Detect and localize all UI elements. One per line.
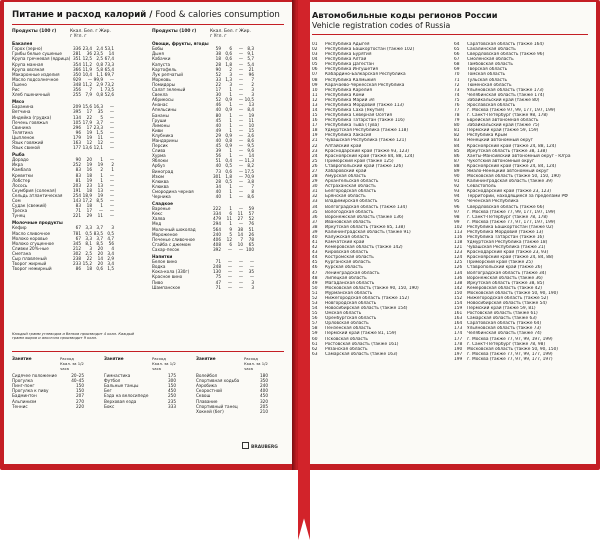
food-row: Камбала 83 16 2 1 — [12, 167, 114, 173]
region-column-1 — [312, 42, 448, 357]
region-row: 75 Забайкальский край (также 80) — [454, 97, 540, 103]
food-row: Салат зеленый 17 1 — 3 — [152, 87, 254, 93]
region-row: 40 Калужская область — [312, 234, 370, 240]
region-row: 91 Калининградская область (также 39) — [454, 179, 553, 185]
section-heading: Бакалея — [12, 41, 33, 47]
region-row: 06 Республика Ингушетия — [312, 67, 379, 73]
food-row: Телятина 96 19 1,5 — — [12, 129, 114, 135]
section-heading: Сладкое — [152, 201, 173, 207]
food-row: Груши 45 1 — 11 — [152, 117, 254, 123]
food-row: Судак (свежий) 83 18 1 — — [12, 203, 114, 209]
region-row: 71 Тульская область — [454, 77, 508, 83]
region-row: 199 г. Москва (также 77, 97, 99, 177, 197) — [454, 356, 553, 362]
region-row: 47 Ленинградская область — [312, 270, 380, 276]
region-row: 113 Республика Мордовия (также 13) — [454, 229, 544, 235]
food-column-1 — [12, 29, 114, 271]
food-row: Клубника 29 0,9 — 3,6 — [152, 132, 254, 138]
region-row: 54 Новосибирская область (также 154) — [312, 306, 408, 312]
region-row: 21 Чувашская Республика (также 121) — [312, 138, 407, 144]
food-row: Тунец 221 29 11 — — [12, 213, 114, 219]
food-row: Апельсины 40 0,9 — 8,4 — [152, 107, 254, 113]
region-row: 152 Нижегородская область (также 52) — [454, 295, 549, 301]
region-row: 82 Республика Крым — [454, 133, 508, 139]
region-row: 136 Воронежская область (также 36) — [454, 275, 543, 281]
region-row: 39 Калининградская область (также 91) — [312, 229, 411, 235]
food-row: Пиво 47 — — 3 — [152, 279, 254, 285]
food-row: Лобстер 81 19 1 — — [12, 177, 114, 183]
food-row: Скумбрия (соленая) 191 18 13 — — [12, 187, 114, 193]
section-heading: Молочные продукты — [12, 220, 63, 226]
food-row: Кабачки 18 0,6 — 5,7 — [152, 56, 254, 62]
food-row: Сыр плавленый 238 22 14 2,9 — [12, 256, 114, 262]
bookmark-ribbon[interactable] — [298, 0, 310, 540]
activity-row: Бокс 333 — [104, 403, 176, 409]
region-row: 78 г. Санкт-Петербург (также 98, 178) — [454, 113, 548, 119]
region-row: 79 Еврейская автономная область — [454, 118, 539, 124]
region-row: 35 Вологодская область — [312, 209, 374, 215]
food-row: Красное вино 75 — — — — [152, 274, 254, 280]
food-row: Сельдь атлантическая 254 18,9 19 — — [12, 192, 114, 198]
region-row: 72 Тюменская область — [454, 82, 512, 88]
activity-row: Езда на велосипеде 250 — [104, 393, 176, 399]
region-row: 81 Пермский край (также 59, 159) — [454, 128, 539, 134]
region-row: 01 Республика Адыгея — [312, 42, 370, 47]
region-row: 73 Ульяновская область (также 173) — [454, 87, 544, 93]
logo-icon — [242, 442, 249, 449]
region-row: 60 Псковская область — [312, 336, 368, 342]
region-column-2 — [454, 42, 590, 362]
food-row: Водка 248 — — — — [152, 264, 254, 270]
food-row: Арбуз 40 0,5 — 8,2 — [152, 163, 254, 169]
region-row: 48 Липецкая область — [312, 275, 367, 281]
food-row: Клюква 28 0,5 — 3,8 — [152, 178, 254, 184]
region-row: 177 г. Москва (также 77, 97, 99, 197, 199) — [454, 336, 553, 342]
activity-rule — [12, 351, 284, 352]
region-row: 61 Ростовская область (также 161) — [312, 341, 399, 347]
region-row: 59 Пермский край (также 81, 159) — [312, 331, 397, 337]
region-row: 11 Республика Коми — [312, 92, 365, 98]
region-row: 17 Республика Тыва (Тува) — [312, 123, 379, 129]
region-row: 45 Курганская область — [312, 260, 371, 266]
food-row: Слива 39 1 — 9,6 — [152, 148, 254, 154]
region-row: 66 Свердловская область (также 96) — [454, 52, 545, 58]
region-row: 74 Челябинская область (также 174) — [454, 92, 545, 98]
activity-row: Плавание 320 — [196, 398, 268, 404]
region-row: 24 Красноярский край (также 84, 88, 124) — [312, 153, 415, 159]
food-row: Печень говяжья 105 17,9 3,7 — — [12, 119, 114, 125]
activity-row: Гимнастика 175 — [104, 372, 176, 378]
activity-header: Занятие Расход Ккал. за 1/2 часа — [104, 356, 176, 372]
food-row: Свекла 30 1 — 3 — [152, 92, 254, 98]
food-row: Лимоны 40 1 — 10 — [152, 122, 254, 128]
activity-row: Спортивная ходьба 350 — [196, 377, 268, 383]
region-row: 05 Республика Дагестан — [312, 62, 374, 68]
food-row: Бананы 80 1 — 19 — [152, 112, 254, 118]
region-row: 58 Пензенская область — [312, 326, 372, 332]
region-row: 86 Ханты-Мансийский автономный округ - Югра — [454, 153, 571, 159]
region-row: 70 Томская область — [454, 72, 506, 78]
region-row: 53 Новгородская область — [312, 300, 377, 306]
region-row: 96 Свердловская область (также 66) — [454, 204, 545, 210]
region-row: 159 Пермский край (также 59, 81) — [454, 306, 536, 312]
title-en: Food & calories consumption — [155, 10, 280, 20]
activity-header: Занятие Расход Ккал. за 1/2 часа — [12, 356, 84, 372]
region-row: 13 Республика Мордовия (также 113) — [312, 102, 404, 108]
section-heading: Мясо — [12, 99, 25, 105]
region-row: 07 Кабардино-Балкарская Республика — [312, 72, 406, 78]
column-header: Продукты (100 г) Ккал. Бел. г Жир. г Угл. г — [12, 29, 111, 40]
food-row: Рис 356 7 1 73,5 — [12, 87, 114, 93]
region-row: 29 Архангельская область — [312, 179, 379, 185]
food-row: Халва 479 11 27 52 — [152, 216, 254, 222]
region-row: 63 Самарская область (также 163) — [312, 351, 398, 357]
region-row: 03 Республика Бурятия — [312, 52, 372, 58]
food-row: Киви 49 1 — 15 — [152, 127, 254, 133]
food-row: Ананас 46 1 — 13 — [152, 102, 254, 108]
activity-row: Бальные танцы 150 — [104, 383, 176, 389]
food-row: Дыня 38 0,6 — 9,1 — [152, 51, 254, 57]
region-row: 22 Алтайский край — [312, 143, 362, 149]
region-row: 14 Республика Саха (Якутия) — [312, 108, 385, 114]
food-row: Сом 143 17,2 8,5 — — [12, 198, 114, 203]
food-row: Варенье 222 1 — 59 — [152, 206, 254, 212]
region-row: 23 Краснодарский край (также 93, 123) — [312, 148, 409, 154]
title-ru: Питание и расход калорий — [12, 10, 147, 20]
region-row: 77 г. Москва (также 97, 99, 177, 197, 199) — [454, 108, 556, 114]
food-row: Пшено 348 11,2 2,9 73,2 — [12, 81, 114, 87]
region-row: 56 Оренбургская область — [312, 316, 377, 322]
activity-column-3 — [196, 356, 268, 414]
region-row: 84 Красноярский край (также 24, 88, 124) — [454, 143, 557, 149]
food-row: Морковь 33 1,3 — 7 — [152, 76, 254, 82]
activity-column-2 — [104, 356, 176, 409]
food-row: Грибы белые сушеные 281 36 23,5 14 — [12, 51, 114, 57]
activity-row: Прогулка к пиву 150 — [12, 388, 84, 394]
region-row: 04 Республика Алтай — [312, 57, 367, 63]
food-row: Белое вино 71 — — — — [152, 259, 254, 265]
region-row: 15 Республика Северная Осетия — [312, 113, 392, 119]
food-row: Крупа гречневая (ядрица) 351 12,5 2,5 67,4 — [12, 56, 114, 62]
food-row: Картофель 90 2 — 21 — [152, 66, 254, 72]
food-row: Ветчина 395 17 35 — — [12, 109, 114, 115]
activity-row: Пинг-понг 150 — [12, 383, 84, 389]
region-row: 19 Республика Хакасия — [312, 133, 372, 139]
region-row: 57 Орловская область — [312, 321, 369, 327]
food-row: Помидоры 22 3 — 2 — [152, 81, 254, 87]
food-row: Клюква 34 1 — 7 — [152, 183, 254, 189]
activity-row: Аэробика 240 — [196, 383, 268, 389]
region-row: 164 Саратовская область (также 64) — [454, 321, 542, 327]
activity-row: Прогулка 40–45 — [12, 377, 84, 383]
region-row: 27 Хабаровский край — [312, 168, 367, 174]
food-row: Язык говяжий 163 12 12 — — [12, 139, 114, 145]
food-row: Треска 71 17 — — — [12, 208, 114, 214]
region-row: 95 Чеченская Республика — [454, 199, 519, 205]
page-title: Питание и расход калорий / Food & calories consumption — [12, 10, 280, 20]
food-row: Капуста 28 1,8 — 5,4 — [152, 61, 254, 67]
activity-row: Футбол 300 — [104, 377, 176, 383]
food-row: Макаронные изделия 350 10,4 1,1 69,7 — [12, 71, 114, 77]
food-row: Сгайба с джемом 408 6 10 65 — [152, 241, 254, 247]
activity-row: Бег 450 — [104, 388, 176, 394]
region-row: 125 Приморский край (также 25) — [454, 260, 533, 266]
region-row: 126 Ставропольский край (также 26) — [454, 265, 543, 271]
region-row: 30 Астраханская область — [312, 184, 376, 190]
activity-header: Занятие Расход Ккал. за 1/2 часа — [196, 356, 268, 372]
food-row: Масло сливочное 781 0,5 83,5 0,5 — [12, 230, 114, 236]
food-row: Изюм 301 1,8 — 70,9 — [152, 173, 254, 179]
region-row: 28 Амурская область — [312, 174, 367, 180]
column-header: Продукты (100 г) Ккал. Бел. г Жир. г Угл. г — [152, 29, 251, 40]
region-row: 69 Тверская область — [454, 67, 508, 73]
region-row: 76 Ярославская область — [454, 102, 516, 108]
food-row: Творог нежирный 86 18 0,6 1,5 — [12, 266, 114, 272]
activity-row: Хоккей (бег) 210 — [196, 409, 268, 415]
title-rule — [12, 24, 284, 25]
food-row: Хурма 56 1 — 14 — [152, 153, 254, 159]
region-row: 31 Белгородская область — [312, 189, 377, 195]
page-subtitle: Vehicle registration codes of Russia — [312, 21, 451, 30]
region-row: 42 Кемеровская область (также 142) — [312, 245, 403, 251]
food-row: Масло подсолнечное 929 — 99,9 — — [12, 76, 114, 82]
region-row: 80 Забайкальский край (также 75) — [454, 123, 540, 129]
food-row: Виноград 73 0,6 — 17,5 — [152, 168, 254, 174]
food-row: Печенье сливочное 406 12 7 78 — [152, 236, 254, 242]
food-row: Индейка (грудка) 134 22 5 — — [12, 114, 114, 120]
region-row: 02 Республика Башкортостан (также 102) — [312, 47, 415, 53]
section-heading: Рыба — [12, 152, 25, 158]
region-row: 16 Республика Татарстан (также 116) — [312, 118, 405, 124]
region-row: 124 Красноярский край (также 24, 84, 88) — [454, 255, 554, 261]
food-row: Дорадо 90 20 1 — — [12, 157, 114, 163]
food-row: Яблоки 51 0,4 — 11,3 — [152, 158, 254, 164]
activity-row: Скоростной 400 — [196, 388, 268, 394]
right-page — [304, 2, 596, 464]
region-row: 10 Республика Карелия — [312, 87, 372, 93]
region-row: 150 Московская область (также 50, 90, 190) — [454, 290, 558, 296]
food-row: Свинина 296 17 23,3 — — [12, 124, 114, 130]
food-row: Мороженое 240 5 14 26 — [152, 231, 254, 237]
region-row: 09 Карачаево-Черкесская Республика — [312, 82, 405, 88]
page-title: Автомобильные коды регионов России — [312, 10, 498, 20]
region-row: 94 Территории, находящиеся за пределами РФ — [454, 194, 568, 200]
food-row: Баранина 209 15,6 16,3 — — [12, 104, 114, 110]
food-row: Язык свиной 177 13,6 12,1 — — [12, 145, 114, 151]
region-row: 93 Краснодарский край (также 23, 123) — [454, 189, 551, 195]
food-row: Кока-кола (330г) 130 — — 35 — [152, 269, 254, 275]
food-row: Сметана 302 2,5 20 3,4 — [12, 250, 114, 256]
activity-row: Волейбол 180 — [196, 372, 268, 378]
section-heading: Напитки — [152, 254, 173, 260]
region-row: 89 Ямало-Ненецкий автономный округ — [454, 168, 549, 174]
region-row: 190 Московская область (также 50, 90, 150) — [454, 346, 558, 352]
food-row: Горох (зерно) 336 23,4 2,4 53,1 — [12, 46, 114, 52]
region-row: 116 Республика Татарстан (также 16) — [454, 234, 544, 240]
food-row: Лосось 203 23 13 — — [12, 182, 114, 188]
activity-row: Сидячее положение 20–25 — [12, 372, 84, 378]
region-row: 197 г. Москва (также 77, 97, 99, 177, 199) — [454, 351, 553, 357]
food-row: Смородина черная 40 1 — 8 — [152, 188, 254, 194]
title-rule — [312, 34, 588, 35]
region-row: 65 Сахалинская область — [454, 47, 516, 53]
region-row: 38 Иркутская область (также 85, 138) — [312, 224, 405, 230]
activity-row: Теннис 220 — [12, 403, 84, 409]
food-row: Молоко коровье 67 3,3 3,7 4,7 — [12, 235, 114, 241]
activity-row: Альпинизм 270 — [12, 398, 84, 404]
region-row: 55 Омская область — [312, 311, 362, 317]
region-row: 18 Удмуртская Республика (также 118) — [312, 128, 409, 134]
region-row: 85 Иркутская область (также 38, 138) — [454, 148, 547, 154]
region-row: 138 Иркутская область (также 38, 85) — [454, 280, 545, 286]
region-row: 32 Брянская область — [312, 194, 366, 200]
activity-row: Сквош 450 — [196, 393, 268, 399]
region-row: 64 Саратовская область (также 164) — [454, 42, 544, 47]
region-row: 173 Ульяновская область (также 73) — [454, 326, 541, 332]
region-row: 67 Смоленская область — [454, 57, 514, 63]
region-row: 41 Камчатский край — [312, 240, 365, 246]
region-row: 51 Мурманская область — [312, 290, 373, 296]
region-row: 52 Нижегородская область (также 152) — [312, 295, 409, 301]
food-row: Хлеб пшеничный 255 7,9 0,8 52,6 — [12, 92, 114, 98]
activity-row: Верховая езда 235 — [104, 398, 176, 404]
calorie-note: Каждый грамм углеводов и белков производит 4 ккал. Каждый грамм жиров и алкоголя производит 9 ккал. — [12, 332, 134, 341]
region-row: 174 Челябинская область (также 74) — [454, 331, 542, 337]
brand-logo: BRAUBERG — [242, 442, 278, 450]
region-row: 44 Костромская область — [312, 255, 374, 261]
food-row: Персик 45 0,9 — 9,5 — [152, 143, 254, 149]
region-row: 102 Республика Башкортостан (также 02) — [454, 224, 554, 230]
left-page — [4, 2, 292, 464]
food-row: Кефир 67 3,3 3,7 3 — [12, 225, 114, 231]
activity-column-1 — [12, 356, 84, 409]
region-row: 43 Кировская область — [312, 250, 369, 256]
region-row: 34 Волгоградская область (также 134) — [312, 204, 407, 210]
region-row: 87 Чукотский автономный округ — [454, 158, 535, 164]
food-row: Икра 252 19 19 2 — [12, 162, 114, 168]
region-row: 178 г. Санкт-Петербург (также 78, 98) — [454, 341, 546, 347]
region-row: 50 Московская область (также 90, 150, 190) — [312, 285, 419, 291]
food-row: Кекс 334 6 11 57 — [152, 211, 254, 217]
region-row: 68 Тамбовская область — [454, 62, 513, 68]
activity-row: Бадминтон 207 — [12, 393, 84, 399]
region-row: 163 Самарская область (также 63) — [454, 316, 537, 322]
region-row: 92 Севастополь — [454, 184, 497, 190]
region-row: 49 Магаданская область — [312, 280, 375, 286]
region-row: 118 Удмуртская Республика (также 18) — [454, 240, 548, 246]
food-row: Абрикосы 52 0,9 — 10,5 — [152, 97, 254, 103]
food-row: Мандарины 40 0,8 — 8,6 — [152, 137, 254, 143]
region-row: 88 Красноярский край (также 24, 84, 124) — [454, 163, 557, 169]
food-row: Творог жирный 233 15,2 20 3,4 — [12, 261, 114, 267]
region-row: 90 Московская область (также 50, 150, 190) — [454, 174, 561, 180]
food-row: Креветки 83 18 1 — — [12, 172, 114, 178]
food-row: Крупа овсяная 366 11,9 5,8 65,4 — [12, 66, 114, 72]
region-row: 46 Курская область — [312, 265, 363, 271]
region-row: 97 г. Москва (также 77, 99, 177, 197, 199) — [454, 209, 556, 215]
region-row: 134 Волгоградская область (также 34) — [454, 270, 547, 276]
region-row: 36 Воронежская область (также 136) — [312, 214, 404, 220]
region-row: 121 Чувашская Республика (также 21) — [454, 245, 546, 251]
food-row: Цыпленок 179 19 11 — — [12, 134, 114, 140]
region-row: 08 Республика Калмыкия — [312, 77, 376, 83]
region-row: 25 Приморский край (также 125) — [312, 158, 394, 164]
region-row: 26 Ставропольский край (также 126) — [312, 163, 403, 169]
region-row: 12 Республика Марий Эл — [312, 97, 375, 103]
region-row: 154 Новосибирская область (также 54) — [454, 300, 547, 306]
region-row: 62 Рязанская область — [312, 346, 368, 352]
region-row: 99 г. Москва (также 77, 97, 177, 197, 199) — [454, 219, 556, 225]
activity-row: Спортивный танец 205 — [196, 403, 268, 409]
food-row: Лук репчатый 52 3 — 96 — [152, 71, 254, 77]
region-row: 98 г. Санкт-Петербург (также 78, 178) — [454, 214, 548, 220]
food-row: Черника 40 1 — 8,6 — [152, 194, 254, 199]
region-row: 161 Ростовская область (также 61) — [454, 311, 538, 317]
food-row: Шампанское 71 — — 3 — [152, 284, 254, 290]
food-row: Крупа манная 354 11,2 0,8 73,3 — [12, 61, 114, 67]
region-row: 142 Кемеровская область (также 42) — [454, 285, 542, 291]
section-heading: Овощи, фрукты, ягоды — [152, 41, 209, 47]
food-row: Мед 294 1 — 76 — [152, 221, 254, 227]
region-row: 33 Владимирская область — [312, 199, 378, 205]
food-row: Молоко сгущенное 345 8,1 8,5 56 — [12, 240, 114, 246]
region-row: 83 Ненецкий автономный округ — [454, 138, 533, 144]
food-column-2 — [152, 29, 254, 290]
food-row: Сахар-песок 392 — — 100 — [152, 246, 254, 252]
food-row: Бобы 59 6 — 8,3 — [152, 46, 254, 52]
region-row: 37 Ивановская область — [312, 219, 371, 225]
food-row: Сливки 20%-ные 212 3 20 4 — [12, 245, 114, 251]
food-row: Молочный шоколад 564 9 38 51 — [152, 226, 254, 232]
region-row: 123 Краснодарский край (также 23, 93) — [454, 250, 549, 256]
